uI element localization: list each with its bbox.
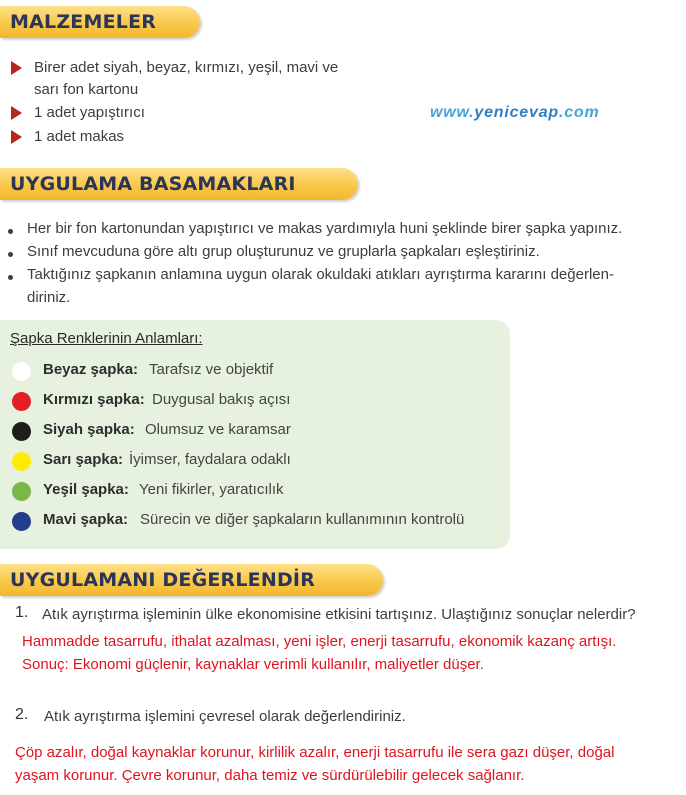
question-number: 1. xyxy=(15,604,29,621)
yellow-dot-icon xyxy=(12,452,31,471)
bullet-dot-icon xyxy=(8,275,13,280)
question-text: Atık ayrıştırma işleminin ülke ekonomisine etkisini tartışınız. Ulaştığınız sonuçlar nelerdir? xyxy=(42,606,636,623)
material-item: Birer adet siyah, beyaz, kırmızı, yeşil, mavi ve xyxy=(34,59,339,76)
answer-line: yaşam korunur. Çevre korunur, daha temiz ve sürdürülebilir gelecek sağlanır. xyxy=(15,767,525,784)
red-dot-icon xyxy=(12,392,31,411)
evaluate-title: UYGULAMANI DEĞERLENDİR xyxy=(10,569,316,591)
green-dot-icon xyxy=(12,482,31,501)
step-item: Sınıf mevcuduna göre altı grup oluşturunuz ve gruplarla şapkaları eşleştiriniz. xyxy=(27,243,540,260)
answer-line: Çöp azalır, doğal kaynaklar korunur, kirlilik azalır, enerji tasarrufu ile sera gazı düşer, doğal xyxy=(15,744,615,761)
evaluate-banner xyxy=(0,564,383,596)
step-item: Her bir fon kartonundan yapıştırıcı ve makas yardımıyla huni şeklinde birer şapka yapınız. xyxy=(27,220,623,237)
step-item: Taktığınız şapkanın anlamına uygun olarak okuldaki atıkları ayrıştırma kararını değerlen- xyxy=(27,266,614,283)
bullet-dot-icon xyxy=(8,229,13,234)
bullet-triangle-icon xyxy=(11,61,22,75)
bullet-triangle-icon xyxy=(11,130,22,144)
watermark: www.yenicevap.com xyxy=(430,104,600,121)
answer-line: Sonuç: Ekonomi güçlenir, kaynaklar verimli kullanılır, maliyetler düşer. xyxy=(22,656,484,673)
materials-banner xyxy=(0,6,200,38)
question-number: 2. xyxy=(15,706,29,723)
material-item: sarı fon kartonu xyxy=(34,81,139,98)
steps-title: UYGULAMA BASAMAKLARI xyxy=(10,173,296,195)
question-text: Atık ayrıştırma işlemini çevresel olarak değerlendiriniz. xyxy=(44,708,406,725)
materials-title: MALZEMELER xyxy=(10,11,157,33)
material-item: 1 adet yapıştırıcı xyxy=(34,104,145,121)
hat-meanings-title: Şapka Renklerinin Anlamları: xyxy=(10,330,203,347)
step-item: diriniz. xyxy=(27,289,71,306)
bullet-dot-icon xyxy=(8,252,13,257)
blue-dot-icon xyxy=(12,512,31,531)
white-dot-icon xyxy=(12,362,31,381)
material-item: 1 adet makas xyxy=(34,128,125,145)
bullet-triangle-icon xyxy=(11,106,22,120)
black-dot-icon xyxy=(12,422,31,441)
answer-line: Hammadde tasarrufu, ithalat azalması, yeni işler, enerji tasarrufu, ekonomik kazanç artışı. xyxy=(22,633,617,650)
steps-banner xyxy=(0,168,358,200)
